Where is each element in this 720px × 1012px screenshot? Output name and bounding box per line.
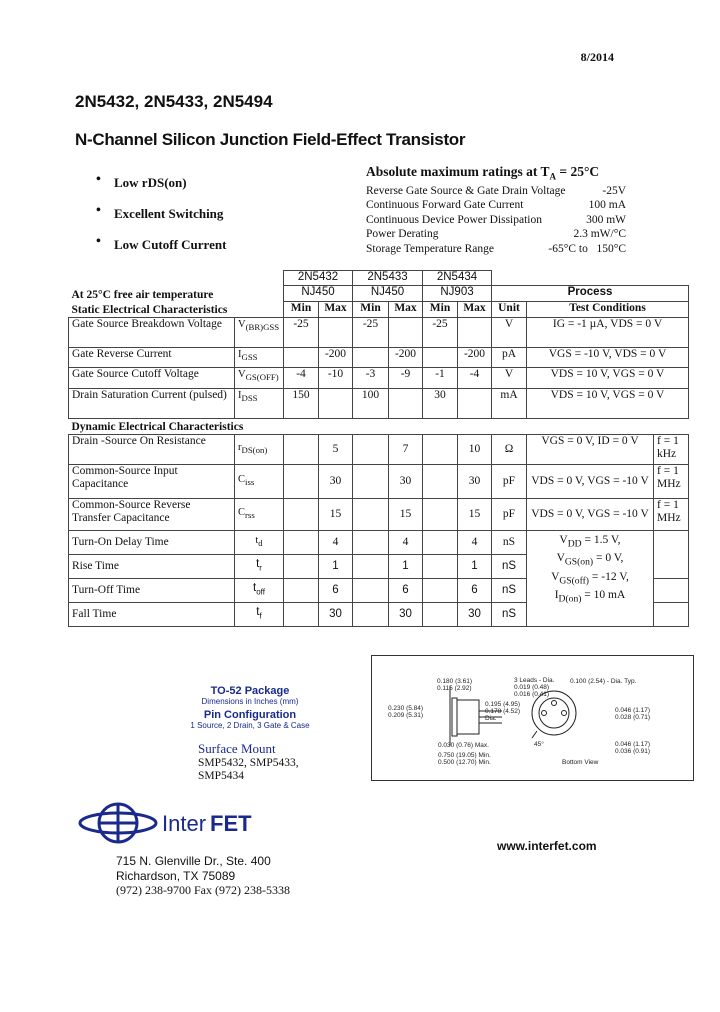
table-row: Gate Source Cutoff Voltage $V_{GS(OFF)}$ -4 -10 -3 -9 -1 -4 V VDS = 10 V, VGS = 0 V [69, 368, 689, 389]
feature-item: • Low Cutoff Current [96, 234, 227, 252]
to52-outline-icon [372, 656, 693, 780]
abs-max-row: Reverse Gate Source & Gate Drain Voltage -25V [366, 184, 626, 197]
table-row: Gate Reverse Current $I_{GSS}$ -200 -200 -200 pA VGS = -10 V, VDS = 0 V [69, 348, 689, 368]
drawing-label: 0.016 (0.41) [514, 691, 550, 698]
table-row: Common-Source Reverse Transfer Capacitance $C_{rss}$ 15 15 15 pF VDS = 0 V, VGS = -10 V f = 1 MHz [69, 499, 689, 531]
svg-text:Inter: Inter [162, 811, 207, 836]
max-header: Max [389, 302, 423, 318]
drawing-label: 0.100 (2.54) - Dia. Typ. [570, 678, 637, 685]
drawing-label: 0.209 (5.31) [388, 712, 424, 719]
table-row: Rise Time $t_r$ 1 1 1 nS [69, 555, 689, 579]
table-row: Drain Saturation Current (pulsed) $I_{DSS}$ 150 100 30 mA VDS = 10 V, VGS = 0 V [69, 389, 689, 419]
feature-list [96, 172, 226, 265]
abs-max-row: Power Derating 2.3 mW/°C [366, 228, 626, 241]
alt-part: NJ450 [284, 286, 353, 302]
temp-label: At 25°C free air temperature [71, 288, 214, 301]
website-link[interactable]: www.interfet.com [497, 839, 597, 853]
drawing-label: 0.750 (19.05) Min. [438, 752, 491, 759]
company-address: 715 N. Glenville Dr., Ste. 400 Richardson, TX 75089 (972) 238-9700 Fax (972) 238-5338 [116, 854, 290, 897]
drawing-label: 0.230 (5.84) [388, 705, 424, 712]
drawing-label: 0.019 (0.48) [514, 684, 550, 691]
drawing-label: 0.030 (0.76) Max. [438, 742, 489, 749]
drawing-label: Dia. [485, 715, 497, 722]
part-numbers: 2N5432, 2N5433, 2N5494 [75, 92, 273, 111]
drawing-label: 0.178 (4.52) [485, 708, 521, 715]
switching-conditions: $V_{DD} = 1.5$ V, $V_{GS(on)} = 0$ V, $V_{GS(off)} = -12$ V, $I_{D(on)} = 10$ mA [527, 531, 654, 627]
drawing-label: 3 Leads - Dia. [514, 677, 555, 684]
drawing-label: 0.180 (3.61) [437, 678, 473, 685]
unit-header: Unit [492, 302, 527, 318]
alt-part: NJ903 [423, 286, 492, 302]
spec-table [68, 270, 689, 627]
max-header: Max [458, 302, 492, 318]
drawing-label: 0.046 (1.17) [615, 707, 651, 714]
min-header: Min [284, 302, 319, 318]
document-date: 8/2014 [580, 50, 614, 64]
absolute-max-ratings [366, 164, 626, 257]
drawing-label: 0.046 (1.17) [615, 741, 651, 748]
drawing-label: 45° [534, 741, 544, 748]
package-dims: Dimensions in Inches (mm) [201, 697, 299, 706]
drawing-label: Bottom View [562, 759, 599, 766]
interfet-logo-icon [78, 798, 293, 848]
surface-mount-parts: SMP5432, SMP5433, SMP5434 [198, 757, 299, 782]
svg-text:FET: FET [210, 811, 252, 836]
table-row: Turn-Off Time $t_{off}$ 6 6 6 nS [69, 579, 689, 603]
table-row: Common-Source Input Capacitance $C_{iss}$ 30 30 30 pF VDS = 0 V, VGS = -10 V f = 1 MHz [69, 465, 689, 499]
feature-item: • Excellent Switching [96, 203, 224, 221]
abs-max-row: Continuous Forward Gate Current 100 mA [366, 199, 626, 212]
interfet-logo [78, 798, 293, 848]
pin-config-title: Pin Configuration [203, 709, 297, 721]
package-name: TO-52 Package [210, 685, 290, 697]
table-row: Gate Source Breakdown Voltage $V_{(BR)GSS}$ -25 -25 -25 V IG = -1 µA, VDS = 0 V [69, 318, 689, 348]
part-header: 2N5434 [423, 271, 492, 286]
part-header: 2N5433 [353, 271, 423, 286]
table-row: Drain -Source On Resistance $r_{DS(on)}$ 5 7 10 Ω VGS = 0 V, ID = 0 V f = 1 kHz [69, 435, 689, 465]
static-section-label: Static Electrical Characteristics [71, 304, 228, 316]
table-row: Fall Time $t_f$ 30 30 30 nS [69, 603, 689, 627]
abs-max-row: Continuous Device Power Dissipation 300 mW [366, 213, 626, 226]
surface-mount-title: Surface Mount [198, 741, 276, 756]
abs-max-row: Storage Temperature Range -65°C to 150°C [366, 243, 626, 256]
pin-config: 1 Source, 2 Drain, 3 Gate & Case [190, 721, 310, 730]
table-row: Turn-On Delay Time $t_d$ 4 4 4 nS $V_{DD} = 1.5$ V, $V_{GS(on)} = 0$ V, $V_{GS(off)} = -12$ V, $I_{D(on)} = 10$ mA [69, 531, 689, 555]
drawing-label: 0.036 (0.91) [615, 748, 651, 755]
drawing-label: 0.195 (4.95) [485, 701, 521, 708]
package-drawing [371, 655, 694, 781]
part-header: 2N5432 [284, 271, 353, 286]
page-title: N-Channel Silicon Junction Field-Effect Transistor [75, 130, 466, 149]
process-label: Process [492, 286, 689, 302]
test-conditions-header: Test Conditions [527, 302, 689, 318]
drawing-label: 0.115 (2.92) [437, 685, 472, 692]
package-info [190, 685, 310, 730]
abs-max-heading: Absolute maximum ratings at $T_A = 25^\circ C$ [366, 164, 600, 182]
dynamic-section-label: Dynamic Electrical Characteristics [71, 421, 244, 433]
drawing-label: 0.500 (12.70) Min. [438, 759, 491, 766]
min-header: Min [423, 302, 458, 318]
alt-part: NJ450 [353, 286, 423, 302]
max-header: Max [319, 302, 353, 318]
drawing-label: 0.028 (0.71) [615, 714, 651, 721]
feature-item: • Low rDS(on) [96, 172, 187, 190]
min-header: Min [353, 302, 389, 318]
